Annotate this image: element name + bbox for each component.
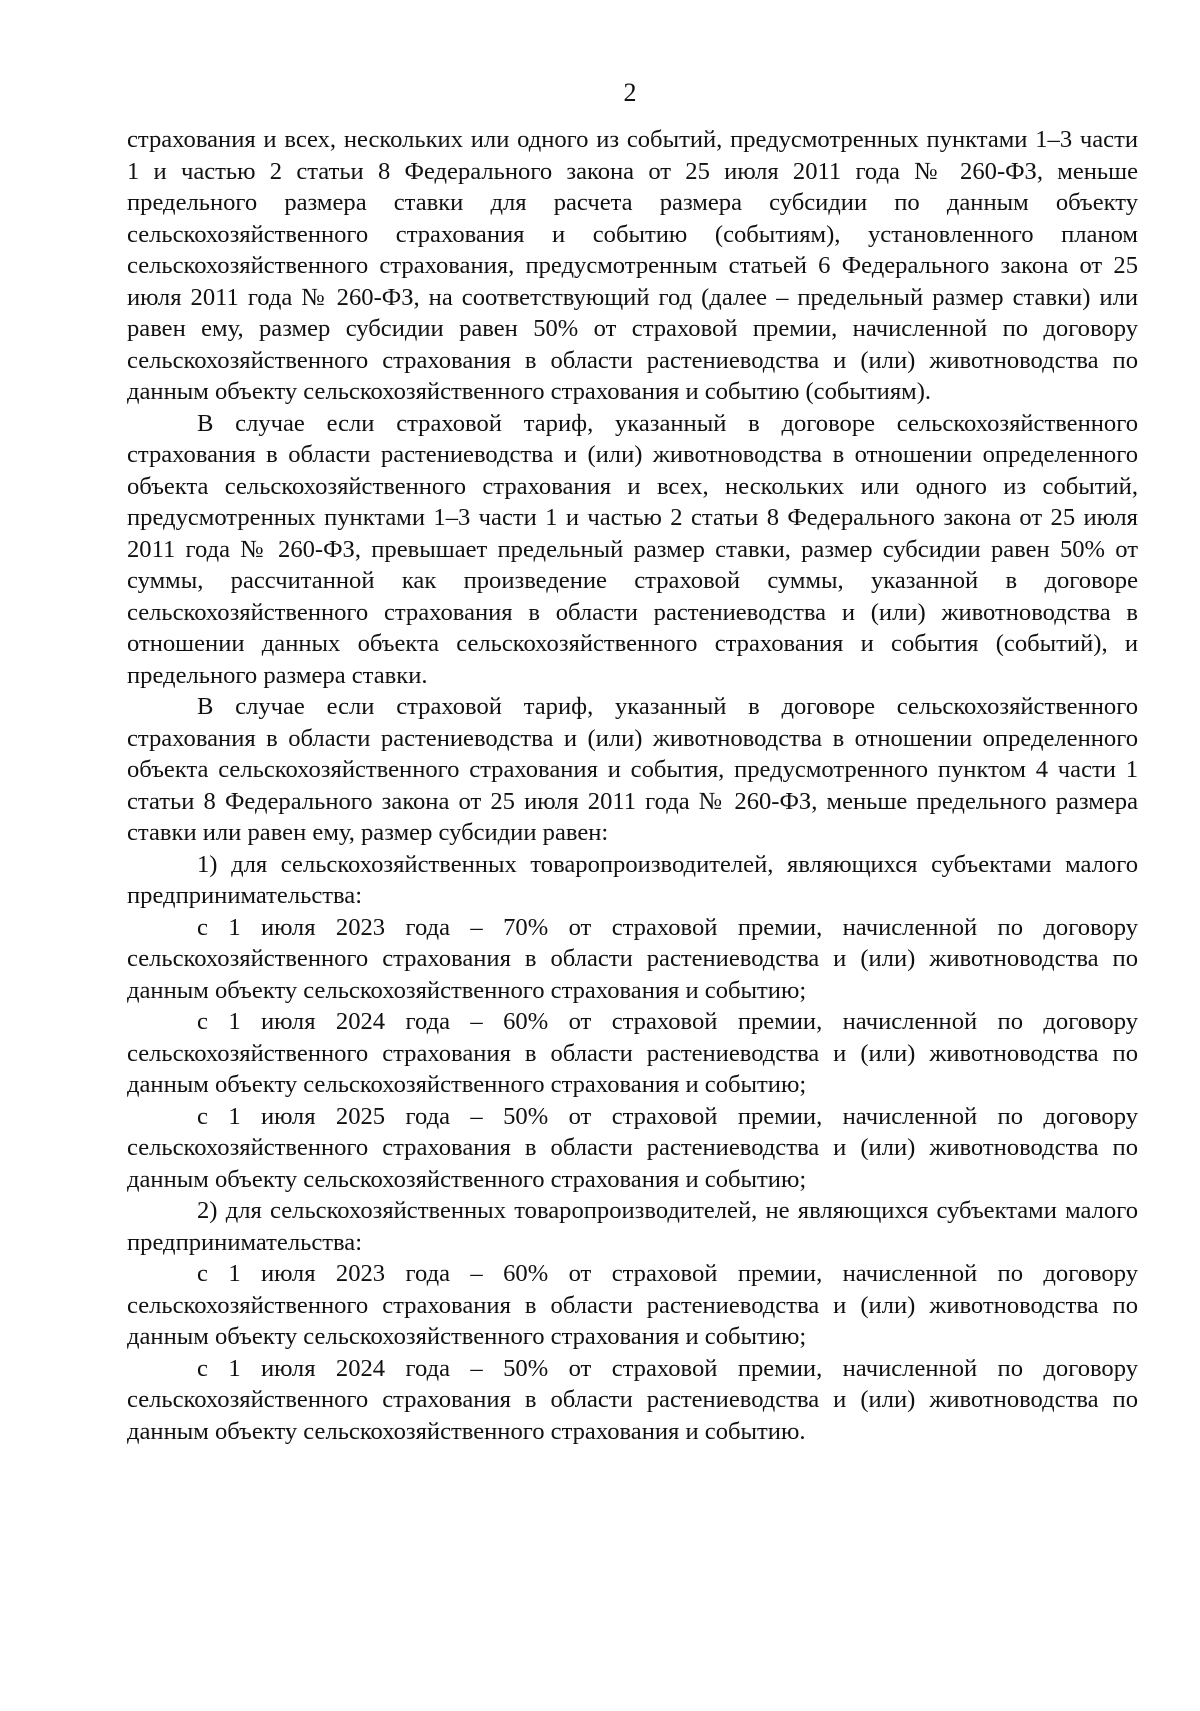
list-item-paragraph: 1) для сельскохозяйственных товаропроизводителей, являющихся субъектами малого предпринимательства: [127,850,1138,909]
list-item-paragraph: с 1 июля 2024 года – 50% от страховой премии, начисленной по договору сельскохозяйственного страхования в области растениеводства и (или) животноводства по данным объекту сельскохозяйственного страхования и событию. [127,1354,1138,1445]
list-item-paragraph: 2) для сельскохозяйственных товаропроизводителей, не являющихся субъектами малого предпринимательства: [127,1197,1138,1256]
page-number: 2 [623,78,637,107]
paragraph: В случае если страховой тариф, указанный в договоре сельскохозяйственного страхования в области растениеводства и (или) животноводства в отношении определенного объекта сельскохозяйственного страхования и всех, нескольких или одного из событий, предусмотренных пунктами 1–3 части 1 и частью 2 статьи 8 Федерального закона от 25 июля 2011 года № 260-ФЗ, превышает предельный размер ставки, размер субсидии равен 50% от суммы, рассчитанной как произведение страховой суммы, указанной в договоре сельскохозяйственного страхования в области растениеводства и (или) животноводства в отношении данных объекта сельскохозяйственного страхования и события (событий), и предельного размера ставки. [127,409,1138,689]
paragraph: В случае если страховой тариф, указанный в договоре сельскохозяйственного страхования в области растениеводства и (или) животноводства в отношении определенного объекта сельскохозяйственного страхования и события, предусмотренного пунктом 4 части 1 статьи 8 Федерального закона от 25 июля 2011 года № 260-ФЗ, меньше предельного размера ставки или равен ему, размер субсидии равен: [127,693,1138,846]
paragraph: страхования и всех, нескольких или одного из событий, предусмотренных пунктами 1–3 части 1 и частью 2 статьи 8 Федерального закона от 25 июля 2011 года № 260-ФЗ, меньше предельного размера ставки для расчета размера субсидии по данным объекту сельскохозяйственного страхования и событию (событиям), установленного планом сельскохозяйственного страхования, предусмотренным статьей 6 Федерального закона от 25 июля 2011 года № 260-ФЗ, на соответствующий год (далее – предельный размер ставки) или равен ему, размер субсидии равен 50% от страховой премии, начисленной по договору сельскохозяйственного страхования в области растениеводства и (или) животноводства по данным объекту сельскохозяйственного страхования и событию (событиям). [127,126,1138,405]
list-item-paragraph: с 1 июля 2025 года – 50% от страховой премии, начисленной по договору сельскохозяйственного страхования в области растениеводства и (или) животноводства по данным объекту сельскохозяйственного страхования и событию; [127,1102,1138,1193]
document-body [127,124,1138,1447]
list-item-paragraph: с 1 июля 2023 года – 60% от страховой премии, начисленной по договору сельскохозяйственного страхования в области растениеводства и (или) животноводства по данным объекту сельскохозяйственного страхования и событию; [127,1260,1138,1350]
list-item-paragraph: с 1 июля 2023 года – 70% от страховой премии, начисленной по договору сельскохозяйственного страхования в области растениеводства и (или) животноводства по данным объекту сельскохозяйственного страхования и событию; [127,913,1138,1004]
list-item-paragraph: с 1 июля 2024 года – 60% от страховой премии, начисленной по договору сельскохозяйственного страхования в области растениеводства и (или) животноводства по данным объекту сельскохозяйственного страхования и событию; [127,1008,1138,1098]
